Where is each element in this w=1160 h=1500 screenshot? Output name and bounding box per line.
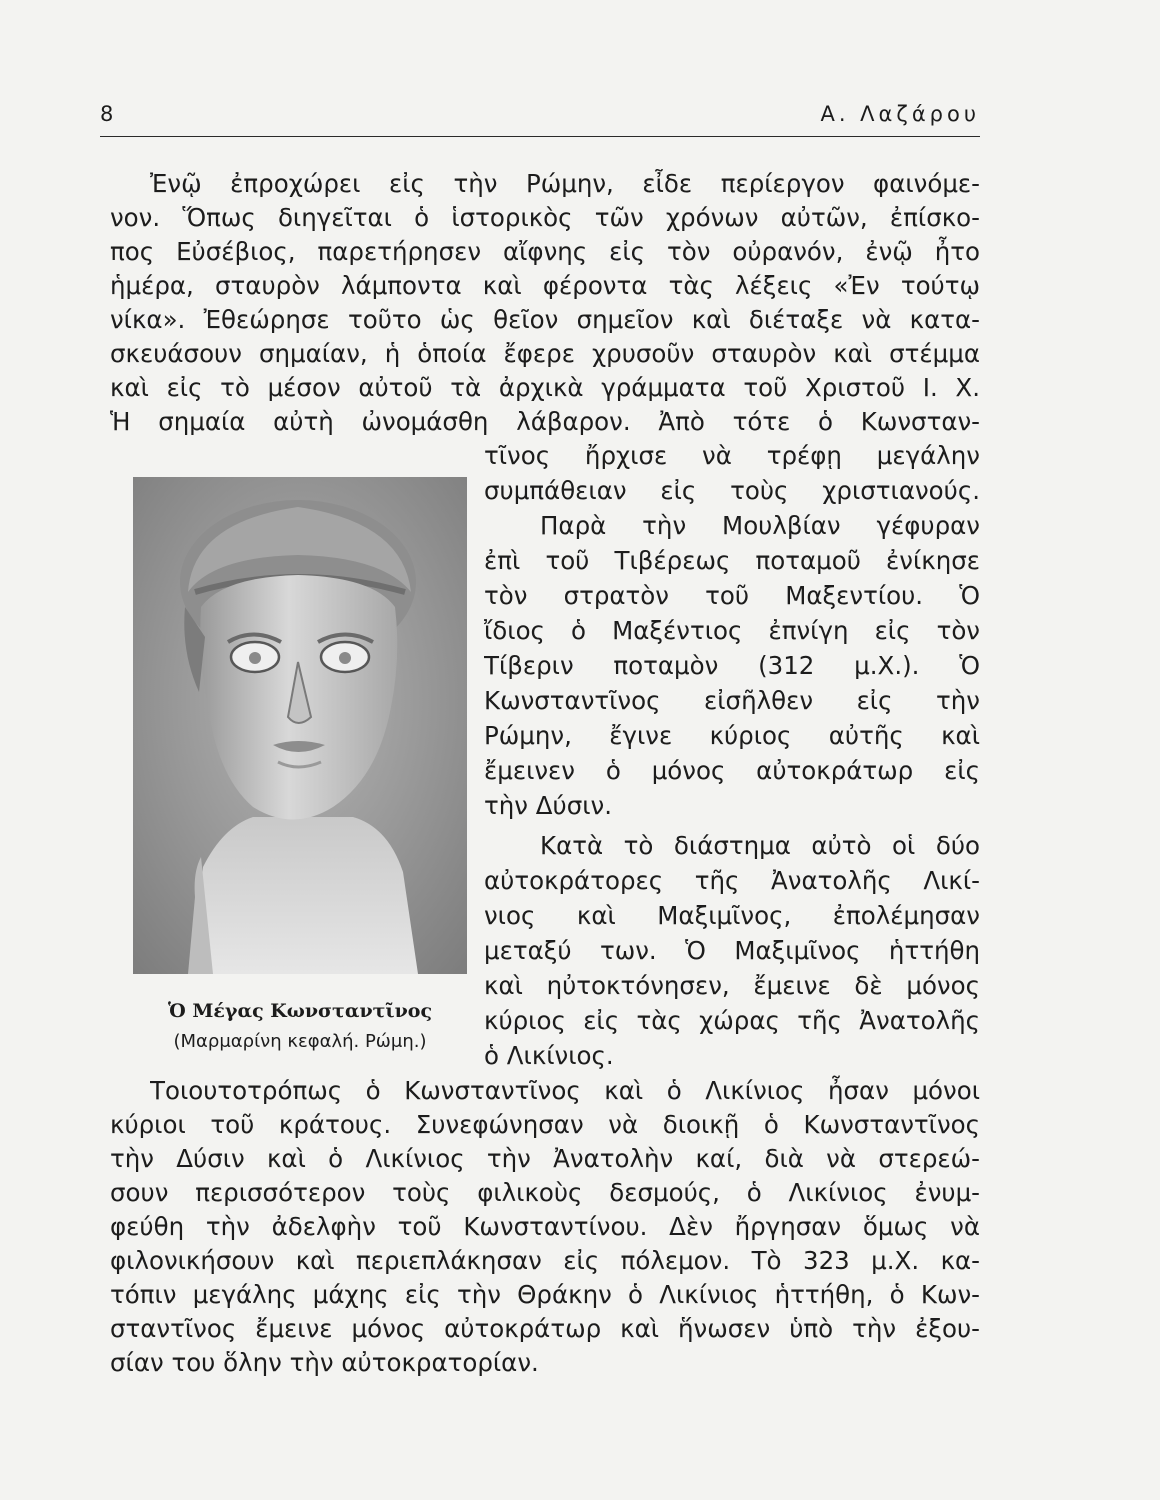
text-line: συμπάθειαν εἰς τοὺς χριστιανούς.: [484, 476, 980, 505]
marble-head-illustration: [133, 477, 467, 974]
text-line: ἔμεινεν ὁ μόνος αὐτοκράτωρ εἰς: [484, 756, 980, 785]
text-line: καὶ ηὐτοκτόνησεν, ἔμεινε δὲ μόνος: [484, 971, 980, 1000]
text-line: νιος καὶ Μαξιμῖνος, ἐπολέμησαν: [484, 901, 980, 930]
text-line: ὁ Λικίνιος.: [484, 1041, 614, 1070]
text-line: Τοιουτοτρόπως ὁ Κωνσταντῖνος καὶ ὁ Λικίνιος ἦσαν μόνοι: [150, 1076, 980, 1105]
text-line: Τίβεριν ποταμὸν (312 μ.Χ.). Ὁ: [484, 651, 980, 680]
text-line: τὸν στρατὸν τοῦ Μαξεντίου. Ὁ: [484, 581, 980, 610]
text-line: τὴν Δύσιν.: [484, 791, 612, 820]
text-line: καὶ εἰς τὸ μέσον αὐτοῦ τὰ ἀρχικὰ γράμματα τοῦ Χριστοῦ Ι. Χ.: [110, 373, 980, 402]
text-line: τῖνος ἤρχισε νὰ τρέφῃ μεγάλην: [484, 441, 980, 470]
text-line: νίκα». Ἐθεώρησε τοῦτο ὡς θεῖον σημεῖον καὶ διέταξε νὰ κατα-: [110, 305, 980, 334]
page-header: [100, 100, 980, 137]
text-line: αὐτοκράτορες τῆς Ἀνατολῆς Λικί-: [484, 866, 980, 895]
text-line: Ἡ σημαία αὐτὴ ὠνομάσθη λάβαρον. Ἀπὸ τότε ὁ Κωνσταν-: [110, 407, 980, 436]
text-line: ἐπὶ τοῦ Τιβέρεως ποταμοῦ ἐνίκησε: [484, 546, 980, 575]
text-line: πος Εὐσέβιος, παρετήρησεν αἴφνης εἰς τὸν οὐρανόν, ἐνῷ ἦτο: [110, 237, 980, 266]
running-head-author: Α. Λαζάρου: [820, 102, 980, 126]
text-line: σίαν του ὅλην τὴν αὐτοκρατορίαν.: [110, 1348, 539, 1377]
text-line: κύριος εἰς τὰς χώρας τῆς Ἀνατολῆς: [484, 1006, 980, 1035]
text-line: τὴν Δύσιν καὶ ὁ Λικίνιος τὴν Ἀνατολὴν καί, διὰ νὰ στερεώ-: [110, 1144, 980, 1173]
text-line: Κατὰ τὸ διάστημα αὐτὸ οἱ δύο: [540, 831, 980, 860]
marble-head-photo: [133, 477, 467, 974]
text-line: σκευάσουν σημαίαν, ἡ ὁποία ἔφερε χρυσοῦν σταυρὸν καὶ στέμμα: [110, 339, 980, 368]
text-line: Ἐνῷ ἐπροχώρει εἰς τὴν Ρώμην, εἶδε περίεργον φαινόμε-: [150, 169, 980, 198]
text-line: νον. Ὅπως διηγεῖται ὁ ἱστορικὸς τῶν χρόνων αὐτῶν, ἐπίσκο-: [110, 203, 980, 232]
text-line: φεύθη τὴν ἀδελφὴν τοῦ Κωνσταντίνου. Δὲν ἤργησαν ὅμως νὰ: [110, 1212, 980, 1241]
text-line: σουν περισσότερον τοὺς φιλικοὺς δεσμούς, ὁ Λικίνιος ἐνυμ-: [110, 1178, 980, 1207]
text-line: Παρὰ τὴν Μουλβίαν γέφυραν: [540, 511, 980, 540]
figure-caption-subtitle: (Μαρμαρίνη κεφαλή. Ρώμη.): [173, 1031, 427, 1052]
text-line: ἴδιος ὁ Μαξέντιος ἐπνίγη εἰς τὸν: [484, 616, 980, 645]
text-line: τόπιν μεγάλης μάχης εἰς τὴν Θράκην ὁ Λικίνιος ἡττήθη, ὁ Κων-: [110, 1280, 980, 1309]
text-line: Ρώμην, ἔγινε κύριος αὐτῆς καὶ: [484, 721, 980, 750]
text-line: φιλονικήσουν καὶ περιεπλάκησαν εἰς πόλεμον. Τὸ 323 μ.Χ. κα-: [110, 1246, 980, 1275]
text-line: κύριοι τοῦ κράτους. Συνεφώνησαν νὰ διοικῇ ὁ Κωνσταντῖνος: [110, 1110, 980, 1139]
text-line: σταντῖνος ἔμεινε μόνος αὐτοκράτωρ καὶ ἥνωσεν ὑπὸ τὴν ἐξου-: [110, 1314, 980, 1343]
figure-caption-title: Ὁ Μέγας Κωνσταντῖνος: [167, 1000, 433, 1022]
page-number: 8: [100, 102, 114, 126]
text-line: Κωνσταντῖνος εἰσῆλθεν εἰς τὴν: [484, 686, 980, 715]
text-line: ἡμέρα, σταυρὸν λάμποντα καὶ φέροντα τὰς λέξεις «Ἐν τούτῳ: [110, 271, 980, 300]
text-line: μεταξύ των. Ὁ Μαξιμῖνος ἡττήθη: [484, 936, 980, 965]
